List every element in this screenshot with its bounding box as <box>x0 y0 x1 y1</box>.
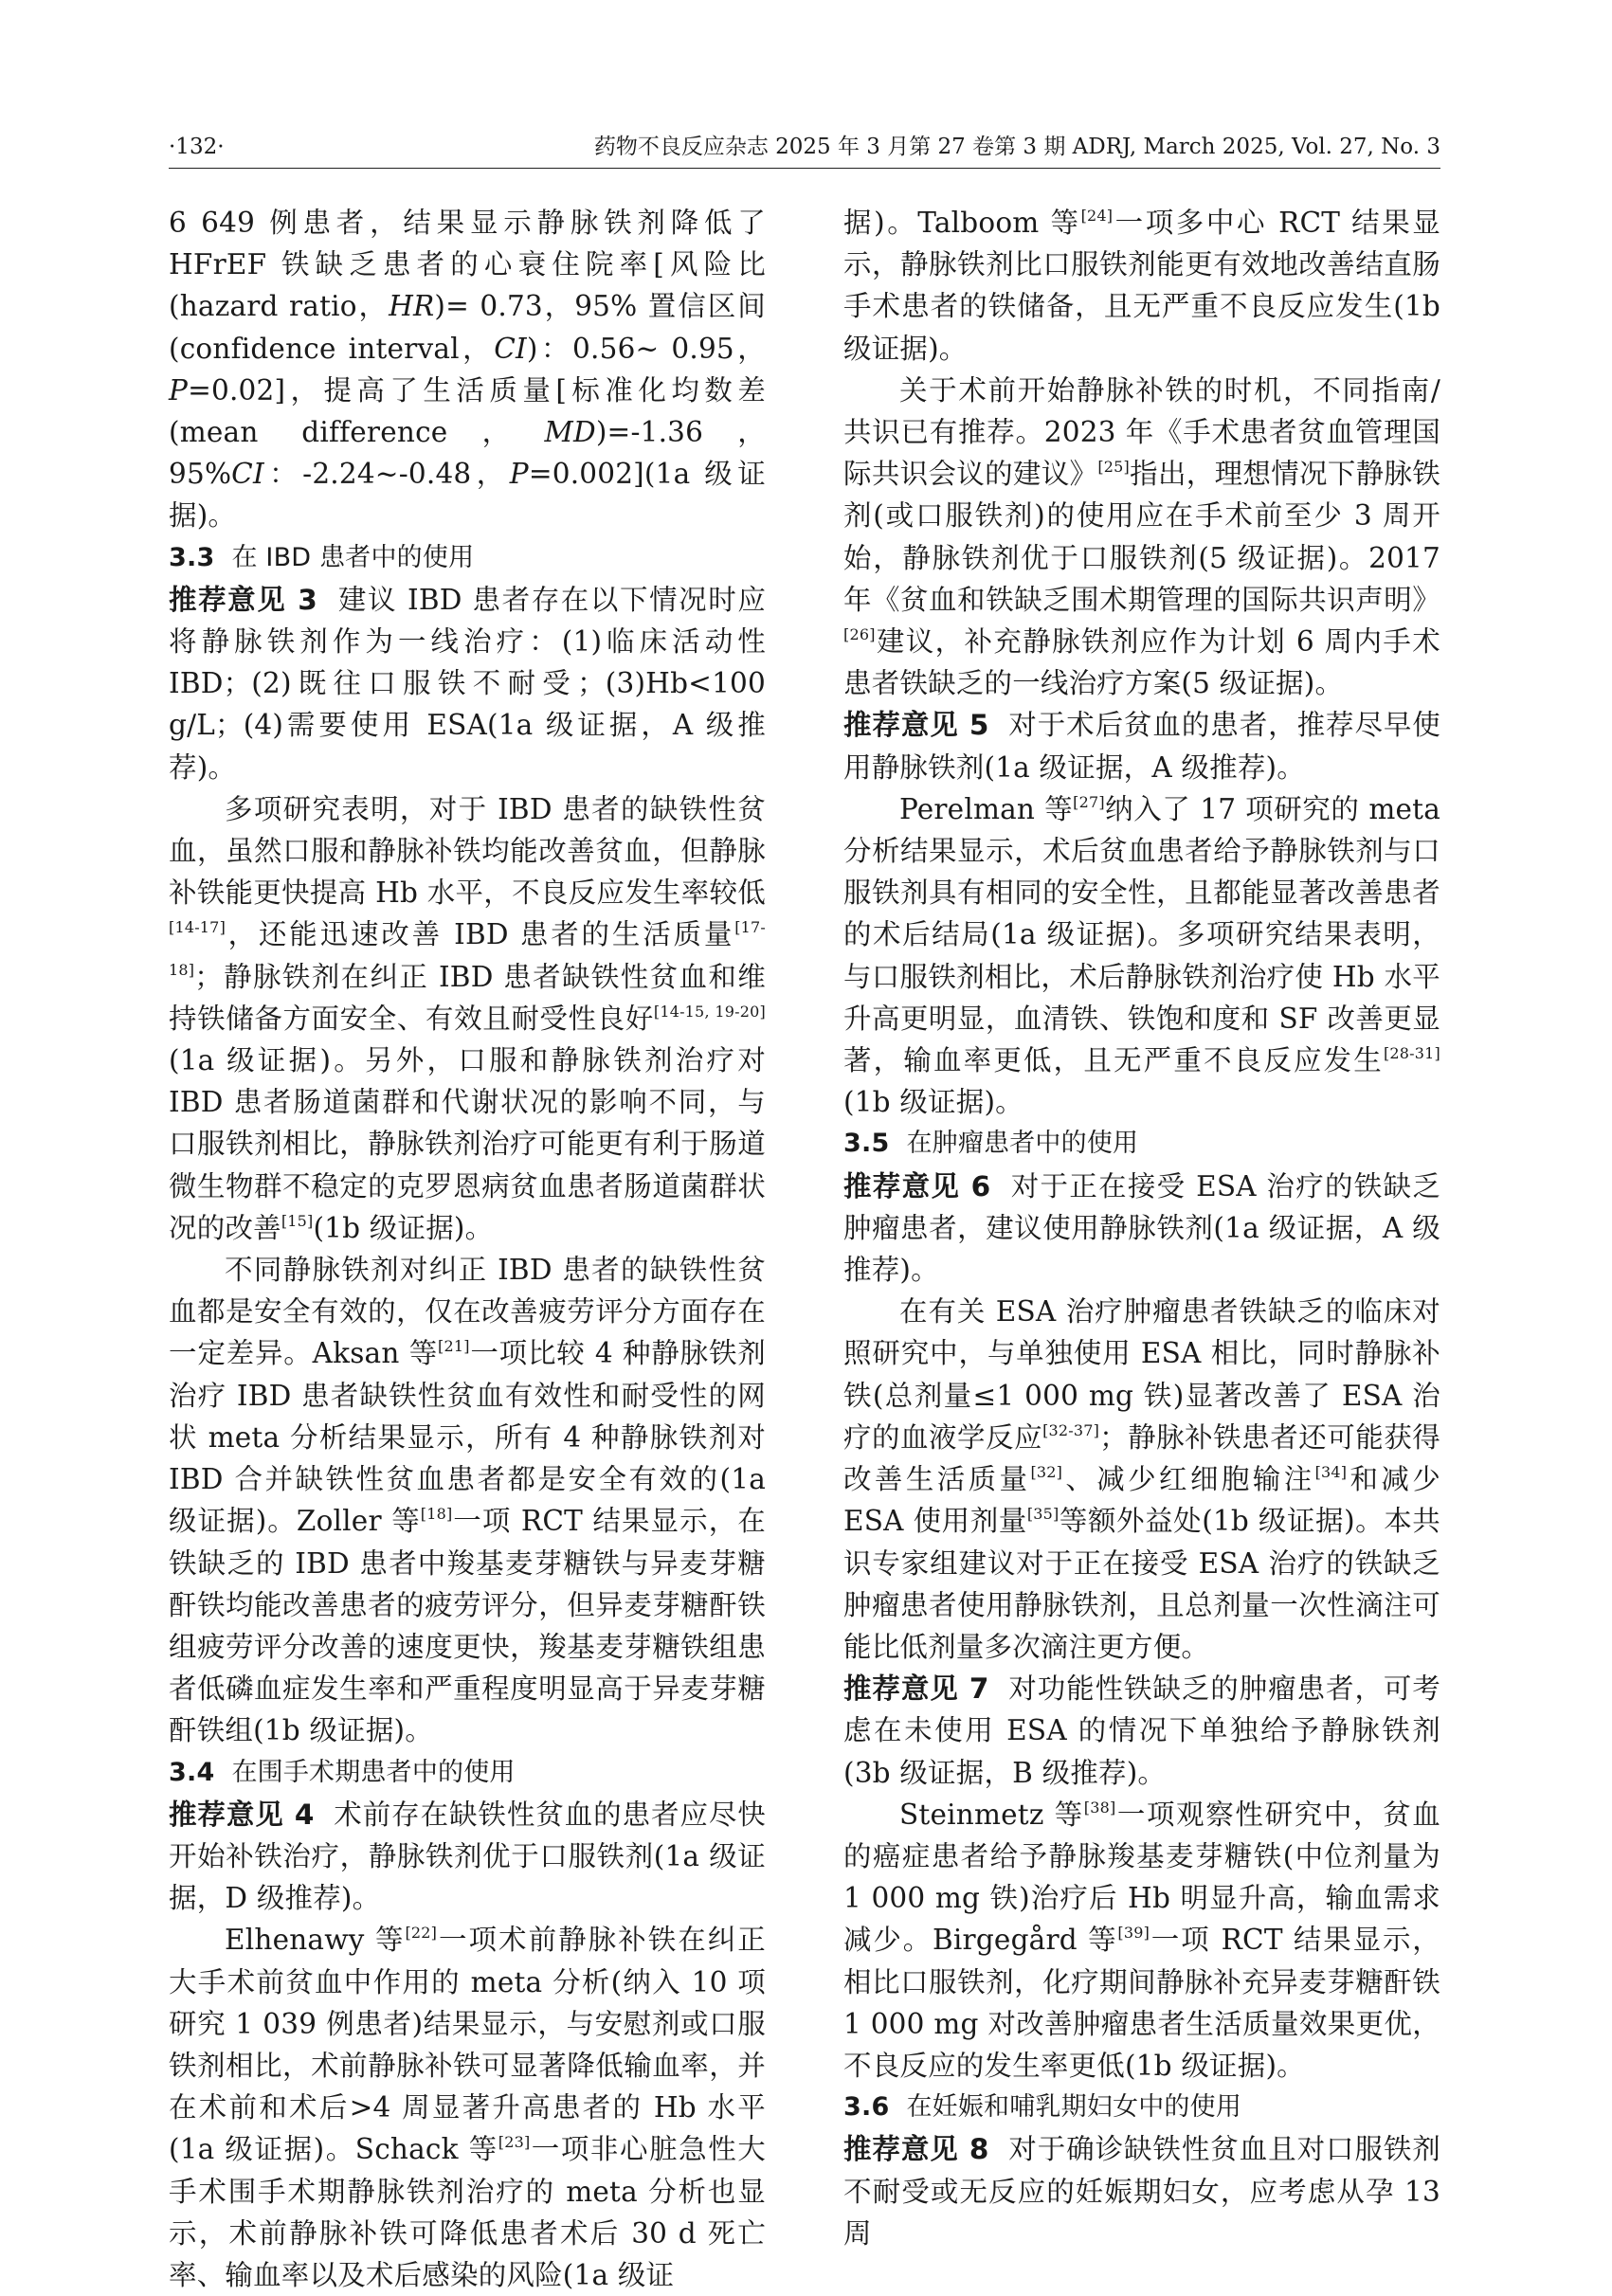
left-column <box>169 202 766 2296</box>
recommendation-4: 推荐意见 4 术前存在缺铁性贫血的患者应尽快开始补铁治疗，静脉铁剂优于口服铁剂(1a 级证据，D 级推荐)。 <box>169 1798 767 1915</box>
paragraph-preop-timing: 关于术前开始静脉补铁的时机，不同指南/共识已有推荐。2023 年《手术患者贫血管理国际共识会议的建议》[25]指出，理想情况下静脉铁剂(或口服铁剂)的使用应在手术前至少 3 周开始，静脉铁剂优于口服铁剂(5 级证据)。2017 年《贫血和铁缺乏围术期管理的国际共识声明》[26]建议，补充静脉铁剂应作为计划 6 周内手术患者铁缺乏的一线治疗方案(5 级证据)。 <box>843 373 1440 700</box>
paragraph-esa-tumor: 在有关 ESA 治疗肿瘤患者铁缺乏的临床对照研究中，与单独使用 ESA 相比，同时静脉补铁(总剂量≤1 000 mg 铁)显著改善了 ESA 治疗的血液学反应[32-37]；静脉补铁患者还可能获得改善生活质量[32]、减少红细胞输注[34]和减少 ESA 使用剂量[35]等额外益处(1b 级证据)。本共识专家组建议对于正在接受 ESA 治疗的铁缺乏肿瘤患者使用静脉铁剂，且总剂量一次性滴注可能比低剂量多次滴注更方便。 <box>843 1295 1441 1663</box>
section-heading-3-3: 3.3 在 IBD 患者中的使用 <box>169 542 475 572</box>
journal-citation: 药物不良反应杂志 2025 年 3 月第 27 卷第 3 期 ADRJ, March 2025, Vol. 27, No. 3 <box>593 135 1440 159</box>
section-heading-3-4: 3.4 在围手术期患者中的使用 <box>169 1757 516 1787</box>
paragraph-talboom: 据)。Talboom 等[24]一项多中心 RCT 结果显示，静脉铁剂比口服铁剂能更有效地改善结直肠手术患者的铁储备，且无严重不良反应发生(1b 级证据)。 <box>843 207 1440 365</box>
recommendation-8: 推荐意见 8 对于确诊缺铁性贫血且对口服铁剂不耐受或无反应的妊娠期妇女，应考虑从孕 13 周 <box>843 2133 1441 2250</box>
paragraph-postoperative: Perelman 等[27]纳入了 17 项研究的 meta 分析结果显示，术后贫血患者给予静脉铁剂与口服铁剂具有相同的安全性，且都能显著改善患者的术后结局(1a 级证据)。多项研究结果表明，与口服铁剂相比，术后静脉铁剂治疗使 Hb 水平升高更明显，血清铁、铁饱和度和 SF 改善更显著，输血率更低，且无严重不良反应发生[28-31](1b 级证据)。 <box>843 792 1440 1119</box>
paragraph-hfref: 6 649 例患者，结果显示静脉铁剂降低了 HFrEF 铁缺乏患者的心衰住院率[风险比(hazard ratio，HR)= 0.73，95% 置信区间(confidence interval，CI)：0.56~ 0.95，P=0.02]，提高了生活质量[标准化均数差(mean difference，MD)=-1.36，95%CI：-2.24~-0.48，P=0.002](1a 级证据)。 <box>169 207 766 533</box>
right-column <box>843 202 1440 2254</box>
section-heading-3-6: 3.6 在妊娠和哺乳期妇女中的使用 <box>843 2092 1242 2123</box>
paragraph-ibd-anemia: 多项研究表明，对于 IBD 患者的缺铁性贫血，虽然口服和静脉补铁均能改善贫血，但静脉补铁能更快提高 Hb 水平，不良反应发生率较低[14-17]，还能迅速改善 IBD 患者的生活质量[17-18]；静脉铁剂在纠正 IBD 患者缺铁性贫血和维持铁储备方面安全、有效且耐受性良好[14-15, 19-20](1a 级证据)。另外，口服和静脉铁剂治疗对 IBD 患者肠道菌群和代谢状况的影响不同，与口服铁剂相比，静脉铁剂治疗可能更有利于肠道微生物群不稳定的克罗恩病贫血患者肠道菌群状况的改善[15](1b 级证据)。 <box>169 792 766 1244</box>
paragraph-steinmetz: Steinmetz 等[38]一项观察性研究中，贫血的癌症患者给予静脉羧基麦芽糖铁(中位剂量为 1 000 mg 铁)治疗后 Hb 明显升高，输血需求减少。Birgegård 等[39]一项 RCT 结果显示，相比口服铁剂，化疗期间静脉补充异麦芽糖酐铁 1 000 mg 对改善肿瘤患者生活质量效果更优，不良反应的发生率更低(1b 级证据)。 <box>843 1798 1440 2082</box>
paragraph-ibd-iron-types: 不同静脉铁剂对纠正 IBD 患者的缺铁性贫血都是安全有效的，仅在改善疲劳评分方面存在一定差异。Aksan 等[21]一项比较 4 种静脉铁剂治疗 IBD 患者缺铁性贫血有效性和耐受性的网状 meta 分析结果显示，所有 4 种静脉铁剂对 IBD 合并缺铁性贫血患者都是安全有效的(1a 级证据)。Zoller 等[18]一项 RCT 结果显示，在铁缺乏的 IBD 患者中羧基麦芽糖铁与异麦芽糖酐铁均能改善患者的疲劳评分，但异麦芽糖酐铁组疲劳评分改善的速度更快，羧基麦芽糖铁组患者低磷血症发生率和严重程度明显高于异麦芽糖酐铁组(1b 级证据)。 <box>169 1254 766 1747</box>
running-header <box>169 133 1440 161</box>
page-number: ·132· <box>169 135 225 159</box>
section-heading-3-5: 3.5 在肿瘤患者中的使用 <box>843 1129 1139 1159</box>
paragraph-preoperative: Elhenawy 等[22]一项术前静脉补铁在纠正大手术前贫血中作用的 meta 分析(纳入 10 项研究 1 039 例患者)结果显示，与安慰剂或口服铁剂相比，术前静脉补铁可显著降低输血率，并在术前和术后>4 周显著升高患者的 Hb 水平(1a 级证据)。Schack 等[23]一项非心脏急性大手术围手术期静脉铁剂治疗的 meta 分析也显示，术前静脉补铁可降低患者术后 30 d 死亡率、输血率以及术后感染的风险(1a 级证 <box>169 1924 767 2291</box>
recommendation-6: 推荐意见 6 对于正在接受 ESA 治疗的铁缺乏肿瘤患者，建议使用静脉铁剂(1a 级证据，A 级推荐)。 <box>843 1169 1441 1287</box>
recommendation-3: 推荐意见 3 建议 IBD 患者存在以下情况时应将静脉铁剂作为一线治疗：(1)临床活动性 IBD；(2)既往口服铁不耐受；(3)Hb<100 g/L；(4)需要使用 ESA(1a 级证据，A 级推荐)。 <box>169 583 767 784</box>
recommendation-7: 推荐意见 7 对功能性铁缺乏的肿瘤患者，可考虑在未使用 ESA 的情况下单独给予静脉铁剂(3b 级证据，B 级推荐)。 <box>843 1672 1441 1789</box>
recommendation-5: 推荐意见 5 对于术后贫血的患者，推荐尽早使用静脉铁剂(1a 级证据，A 级推荐)。 <box>843 709 1441 784</box>
header-rule <box>169 168 1440 169</box>
